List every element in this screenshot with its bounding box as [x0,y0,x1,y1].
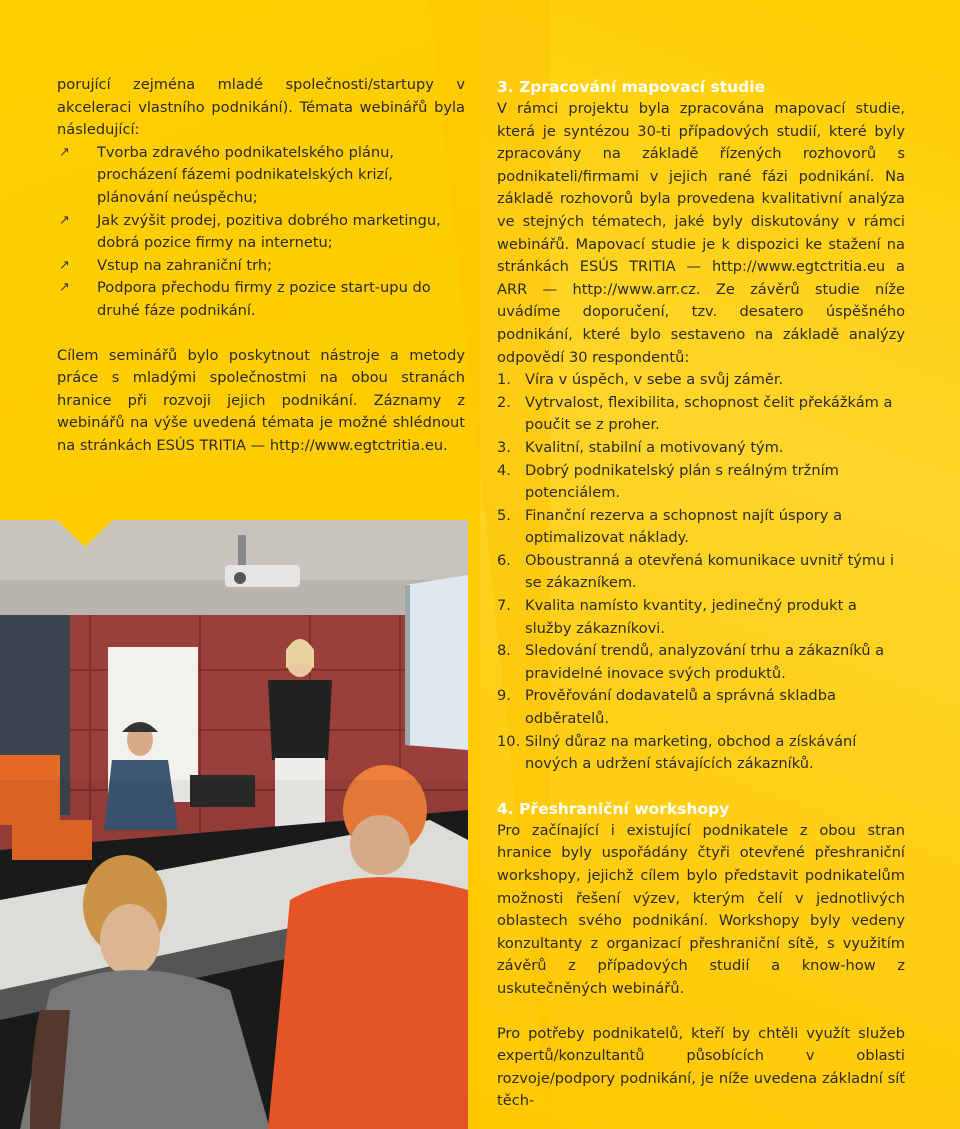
list-item-text: Víra v úspěch, v sebe a svůj záměr. [525,371,784,389]
list-number: 2. [497,393,511,411]
arrow-up-right-icon: ↗ [59,144,70,160]
list-item [57,142,465,210]
section-3-paragraph: V rámci projektu byla zpracována mapovací studie, která je syntézou 30-ti případových studií, které byly zpracovány na základě řízených rozhovorů s podnikateli/firmami v jejich rané fázi podnikání. Na základě rozhovorů byla provedena kvalitativní analýza ve stejných tématech, jaké byly diskutovány v rámci webinářů. Mapovací studie je k dispozici ke stažení na stránkách ESÚS TRITIA — http://www.egtctritia.eu a ARR — http://www.arr.cz. Ze závěrů studie níže uvádíme doporučení, tzv. desatero úspěšného podnikání, které bylo sestaveno na základě analýzy odpovědí 30 respondentů: [497,100,905,366]
intro-paragraph: porující zejména mladé společnosti/startupy v akceleraci vlastního podnikání). Témata webinářů byla následující: [57,76,465,139]
list-number: 7. [497,597,511,615]
list-item [497,640,905,685]
list-item-text: Finanční rezerva a schopnost najít úspory a optimalizovat náklady. [525,506,843,547]
list-item-text: Oboustranná a otevřená komunikace uvnitř týmu i se zákazníkem. [525,551,895,592]
list-item-text: Prověřování dodavatelů a správná skladba odběratelů. [525,687,836,728]
list-item-text: Dobrý podnikatelský plán s reálným tržním potenciálem. [525,461,839,502]
right-column [497,76,905,1113]
arrow-up-right-icon: ↗ [59,280,70,296]
photo-notch [57,520,113,547]
list-item-text: Silný důraz na marketing, obchod a získávání nových a udržení stávajících zákazníků. [525,732,857,773]
arrow-up-right-icon: ↗ [59,212,70,228]
list-item [497,460,905,505]
closing-paragraph: Cílem seminářů bylo poskytnout nástroje a metody práce s mladými společnostmi na obou stranách hranice při rozvoji jejich podnikání. Záznamy z webinářů na výše uvedená témata je možné shlédnout na stránkách ESÚS TRITIA — http://www.egtctritia.eu. [57,346,465,454]
section-3-heading: 3. Zpracování mapovací studie [497,78,766,96]
arrow-up-right-icon: ↗ [59,257,70,273]
list-item-text: Tvorba zdravého podnikatelského plánu, procházení fázemi podnikatelských krizí, plánování neúspěchu; [97,143,395,206]
list-number: 6. [497,551,511,569]
section-4-paragraph-2: Pro potřeby podnikatelů, kteří by chtěli využít služeb expertů/konzultantů působících v oblasti rozvoje/podpory podnikání, je níže uvedena základní síť těch- [497,1024,905,1110]
section-4-paragraph-1: Pro začínající i existující podnikatele z obou stran hranice byly uspořádány čtyři otevřené přeshraniční workshopy, jejichž cílem bylo představit podnikatelům možnosti řešení výzev, kterým čelí v jednotlivých oblastech svého podnikání. Workshopy byly vedeny konzultanty z organizací přeshraniční sítě, s využitím závěrů z případových studií a know-how z uskutečněných webinářů. [497,821,905,997]
list-item [57,277,465,322]
list-item-text: Sledování trendů, analyzování trhu a zákazníků a pravidelné inovace svých produktů. [525,642,885,682]
list-number: 1. [497,371,511,389]
list-item [497,595,905,640]
list-number: 5. [497,506,511,524]
list-item [497,392,905,437]
list-item [57,210,465,255]
list-number: 3. [497,438,511,456]
webinar-topics-list [57,142,465,323]
list-item-text: Jak zvýšit prodej, pozitiva dobrého marketingu, dobrá pozice firmy na internetu; [97,211,441,252]
list-item [497,437,905,460]
list-item-text: Podpora přechodu firmy z pozice start-upu do druhé fáze podnikání. [97,279,431,319]
list-number: 10. [497,732,521,750]
list-item-text: Kvalita namísto kvantity, jedinečný produkt a služby zákazníkovi. [525,597,857,637]
section-4-heading: 4. Přeshraniční workshopy [497,799,730,818]
list-item [57,255,465,278]
list-item [497,685,905,730]
list-number: 9. [497,687,511,705]
list-item [497,369,905,392]
seminar-photo [0,520,468,1129]
list-item [497,731,905,776]
list-item-text: Vstup na zahraniční trh; [97,256,272,274]
list-number: 4. [497,461,511,479]
list-item [497,505,905,550]
list-item-text: Kvalitní, stabilní a motivovaný tým. [525,438,784,456]
success-decalogue-list [497,369,905,776]
list-item-text: Vytrvalost, flexibilita, schopnost čelit překážkám a poučit se z proher. [525,393,893,434]
list-number: 8. [497,642,511,660]
left-column [57,74,465,458]
list-item [497,550,905,595]
